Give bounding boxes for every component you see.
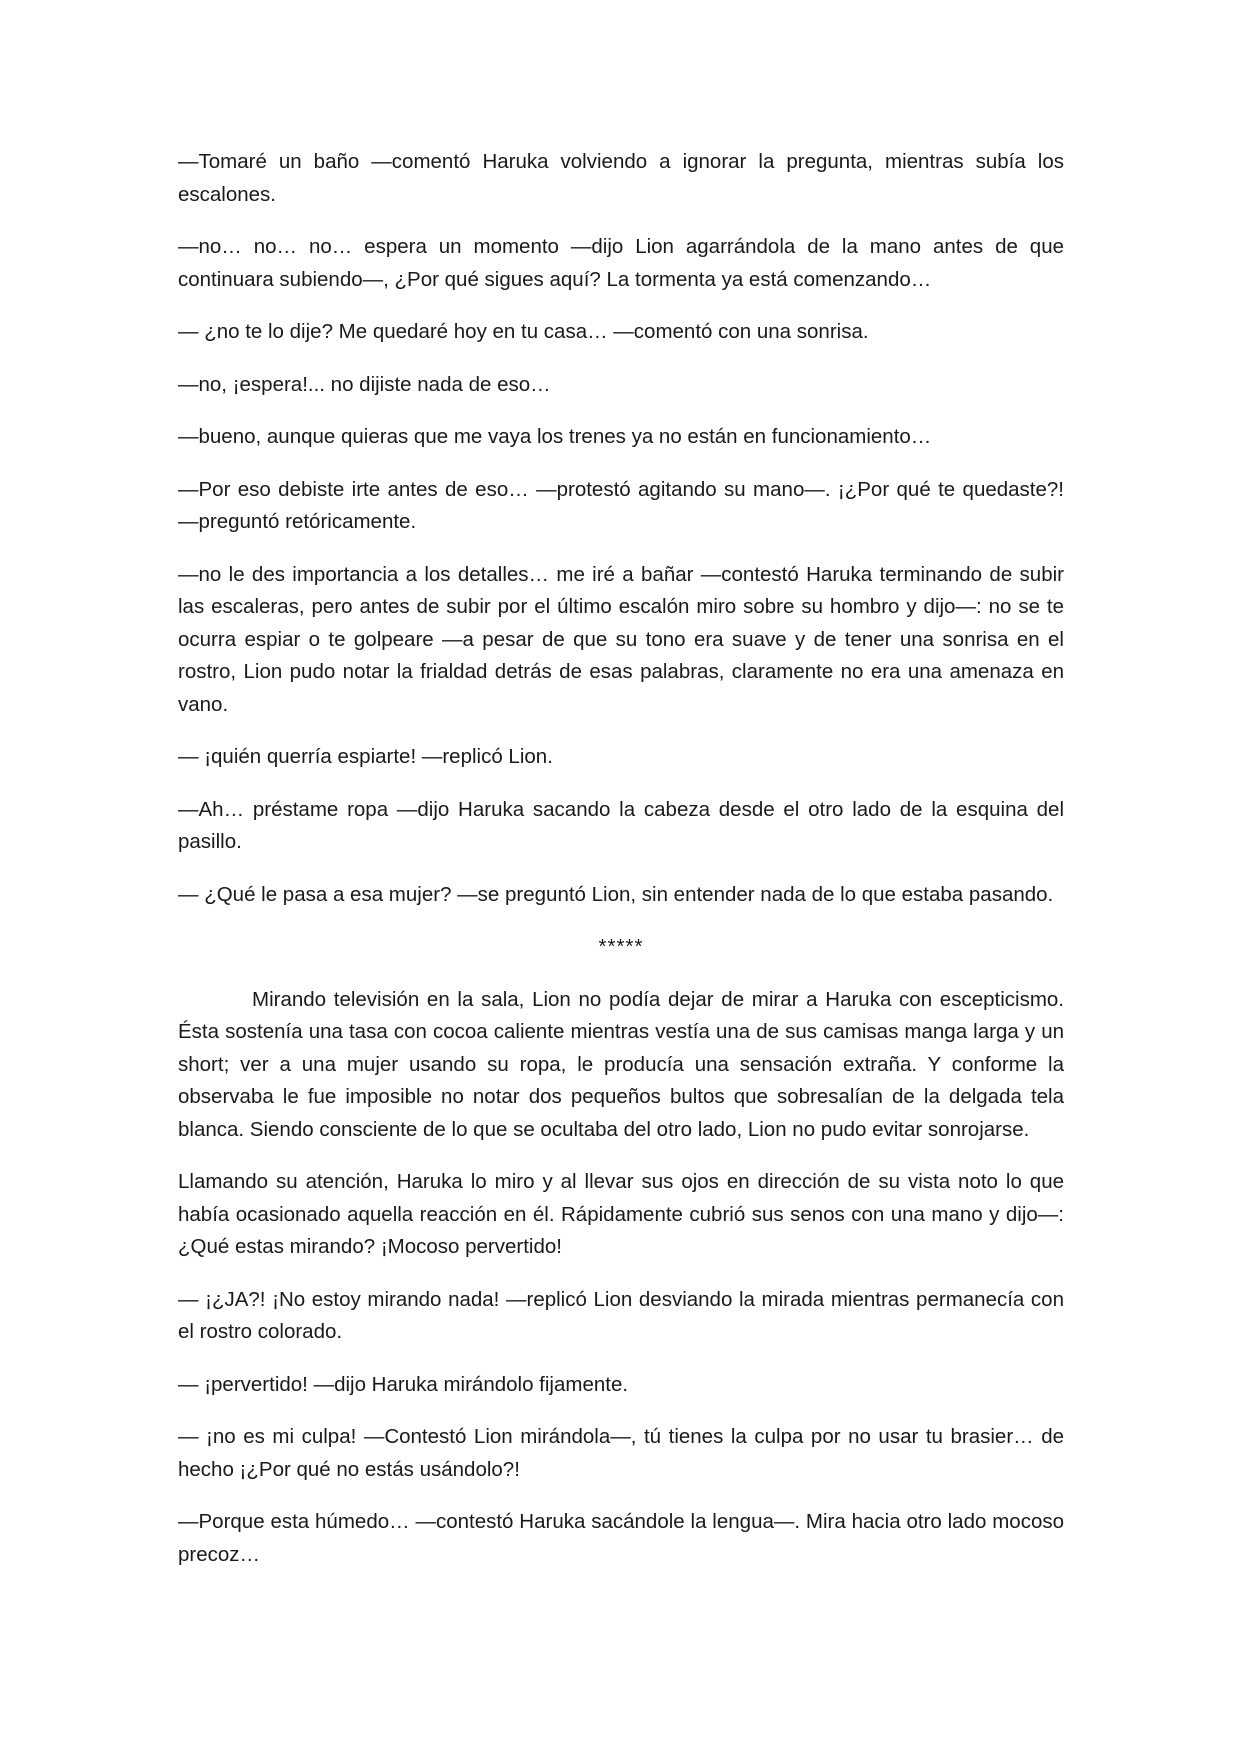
paragraph: — ¡¿JA?! ¡No estoy mirando nada! —replicó Lion desviando la mirada mientras permanecía con el rostro colorado.	[178, 1287, 1064, 1343]
paragraph: —Tomaré un baño —comentó Haruka volviendo a ignorar la pregunta, mientras subía los escalones.	[178, 150, 1064, 206]
paragraph: — ¡quién querría espiarte! —replicó Lion.	[178, 745, 553, 768]
paragraph: —no, ¡espera!... no dijiste nada de eso…	[178, 372, 551, 396]
paragraph: —no le des importancia a los detalles… me iré a bañar —contestó Haruka terminando de subir las escaleras, pero antes de subir por el último escalón miro sobre su hombro y dijo—: no se te ocurra espiar o te golpeare —a pesar de que su tono era suave y de tener una sonrisa en el rostro, Lion pudo notar la frialdad detrás de esas palabras, claramente no era una amenaza en vano.	[178, 562, 1064, 716]
paragraph: — ¿no te lo dije? Me quedaré hoy en tu casa… —comentó con una sonrisa.	[178, 320, 869, 343]
paragraph: Mirando televisión en la sala, Lion no podía dejar de mirar a Haruka con escepticismo. Ésta sostenía una tasa con cocoa caliente mientras vestía una de sus camisas manga larga y un short; ver a una mujer usando su ropa, le producía una sensación extraña. Y conforme la observaba le fue imposible no notar dos pequeños bultos que sobresalían de la delgada tela blanca. Siendo consciente de lo que se ocultaba del otro lado, Lion no pudo evitar sonrojarse.	[178, 987, 1064, 1141]
paragraph: — ¡no es mi culpa! —Contestó Lion mirándola—, tú tienes la culpa por no usar tu brasier… de hecho ¡¿Por qué no estás usándolo?!	[178, 1425, 1064, 1481]
paragraph: — ¡pervertido! —dijo Haruka mirándolo fijamente.	[178, 1372, 629, 1396]
section-separator: *****	[598, 935, 644, 958]
paragraph: — ¿Qué le pasa a esa mujer? —se preguntó Lion, sin entender nada de lo que estaba pasando.	[178, 882, 1054, 906]
paragraph: —no… no… no… espera un momento —dijo Lion agarrándola de la mano antes de que continuara subiendo—, ¿Por qué sigues aquí? La tormenta ya está comenzando…	[178, 235, 1064, 291]
paragraph: —Ah… préstame ropa —dijo Haruka sacando la cabeza desde el otro lado de la esquina del pasillo.	[178, 797, 1064, 853]
paragraph: Llamando su atención, Haruka lo miro y al llevar sus ojos en dirección de su vista noto lo que había ocasionado aquella reacción en él. Rápidamente cubrió sus senos con una mano y dijo—: ¿Qué estas mirando? ¡Mocoso pervertido!	[178, 1170, 1064, 1258]
paragraph: —bueno, aunque quieras que me vaya los trenes ya no están en funcionamiento…	[178, 425, 932, 448]
document-page	[178, 146, 1064, 1591]
paragraph: —Porque esta húmedo… —contestó Haruka sacándole la lengua—. Mira hacia otro lado mocoso precoz…	[178, 1510, 1064, 1566]
paragraph: —Por eso debiste irte antes de eso… —protestó agitando su mano—. ¡¿Por qué te quedaste?! —preguntó retóricamente.	[178, 477, 1064, 533]
